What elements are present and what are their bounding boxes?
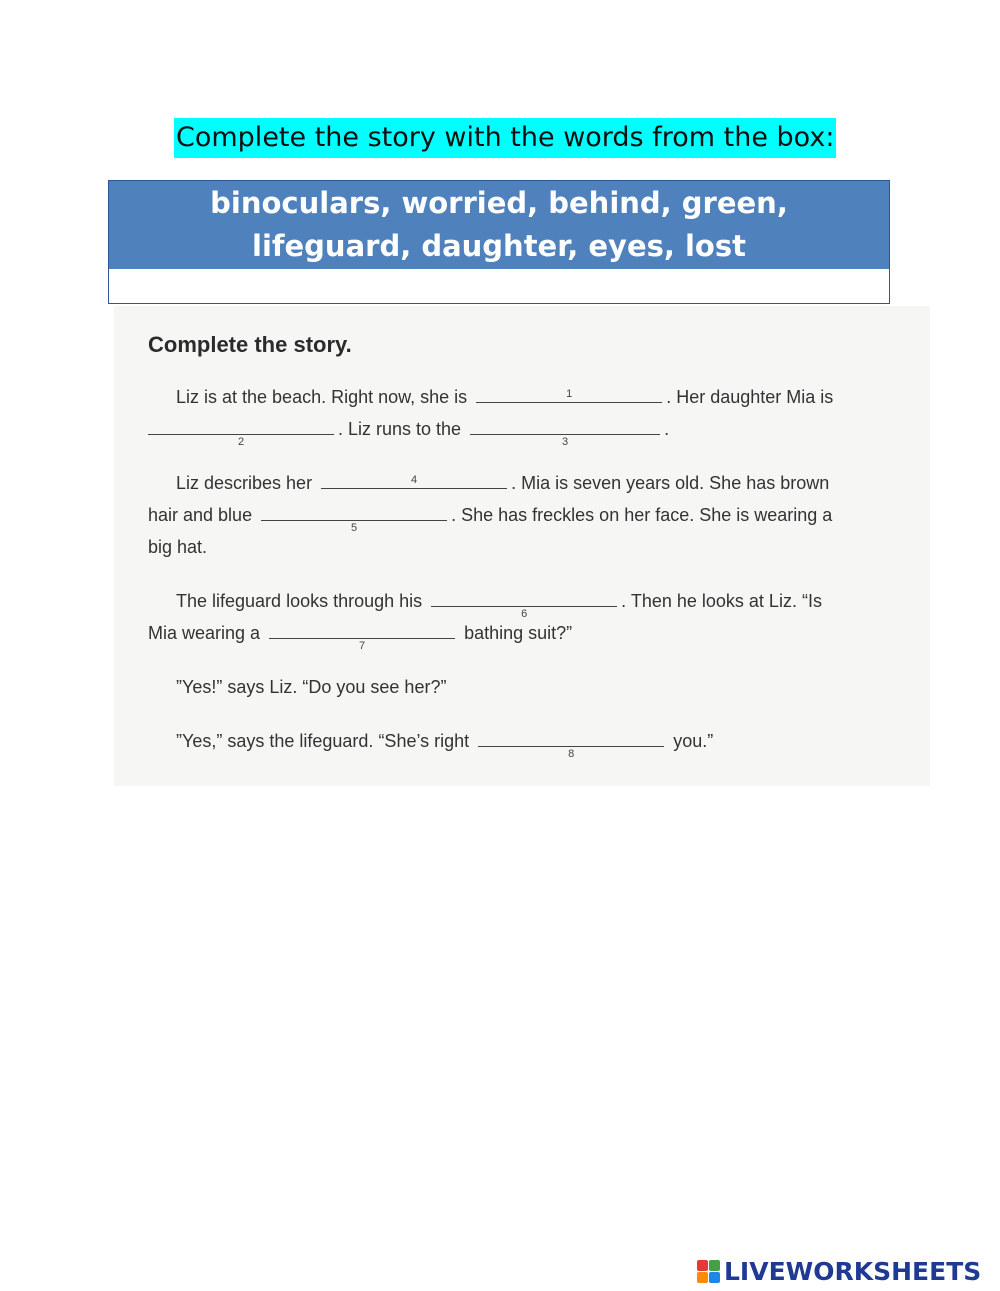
story-text: . Then he looks at Liz. “Is [621, 591, 822, 611]
story-line [176, 728, 714, 760]
logo-square [697, 1272, 708, 1283]
story-text: . Her daughter Mia is [666, 387, 834, 407]
story-text: . Mia is seven years old. She has brown [511, 473, 830, 493]
blank-number: 4 [411, 474, 418, 486]
blank-2[interactable] [148, 416, 334, 448]
story-text: bathing suit?” [464, 623, 573, 643]
blank-number: 6 [521, 608, 528, 620]
story-text: The lifeguard looks through his [176, 591, 423, 611]
logo-icon [697, 1260, 720, 1283]
story-text: ”Yes,” says the lifeguard. “She’s right [176, 731, 470, 751]
liveworksheets-logo [697, 1257, 981, 1286]
story-text: hair and blue [148, 505, 253, 525]
blank-5[interactable] [261, 502, 447, 534]
exercise-heading: Complete the story. [148, 332, 352, 357]
logo-square [697, 1260, 708, 1271]
blank-number: 2 [237, 436, 245, 448]
story-text: Mia wearing a [148, 623, 261, 643]
story-text: big hat. [148, 537, 208, 557]
story-line [148, 502, 833, 534]
story-text: . She has freckles on her face. She is wearing a [451, 505, 833, 525]
exercise-scan [114, 306, 930, 786]
logo-square [709, 1260, 720, 1271]
blank-8[interactable] [478, 728, 664, 760]
story-line [176, 384, 833, 410]
word-box [108, 180, 890, 304]
story-text: ”Yes!” says Liz. “Do you see her?” [176, 677, 447, 697]
story-text: Liz describes her [176, 473, 313, 493]
story-line [148, 620, 573, 652]
logo-square [709, 1272, 720, 1283]
story-line [148, 416, 670, 448]
blank-number: 7 [359, 640, 366, 652]
blank-number: 5 [351, 522, 358, 534]
story-line [148, 534, 207, 560]
logo-text: LIVEWORKSHEETS [724, 1257, 982, 1286]
story-line [176, 588, 822, 620]
story-line [176, 470, 829, 496]
blank-number: 1 [566, 388, 573, 400]
word-box-band [109, 181, 889, 269]
story-line [176, 674, 446, 700]
blank-number: 8 [568, 748, 575, 760]
word-list: binoculars, worried, behind, green, lifeguard, daughter, eyes, lost [210, 186, 788, 263]
blank-7[interactable] [269, 620, 455, 652]
blank-4[interactable] [321, 470, 507, 489]
story-text: Liz is at the beach. Right now, she is [176, 387, 468, 407]
story-text: . [664, 419, 670, 439]
blank-number: 3 [562, 436, 569, 448]
blank-3[interactable] [470, 416, 660, 448]
blank-1[interactable] [476, 384, 662, 403]
story-text: . Liz runs to the [338, 419, 462, 439]
instruction-heading: Complete the story with the words from the box: [174, 118, 836, 158]
story-text: you.” [673, 731, 714, 751]
blank-6[interactable] [431, 588, 617, 620]
